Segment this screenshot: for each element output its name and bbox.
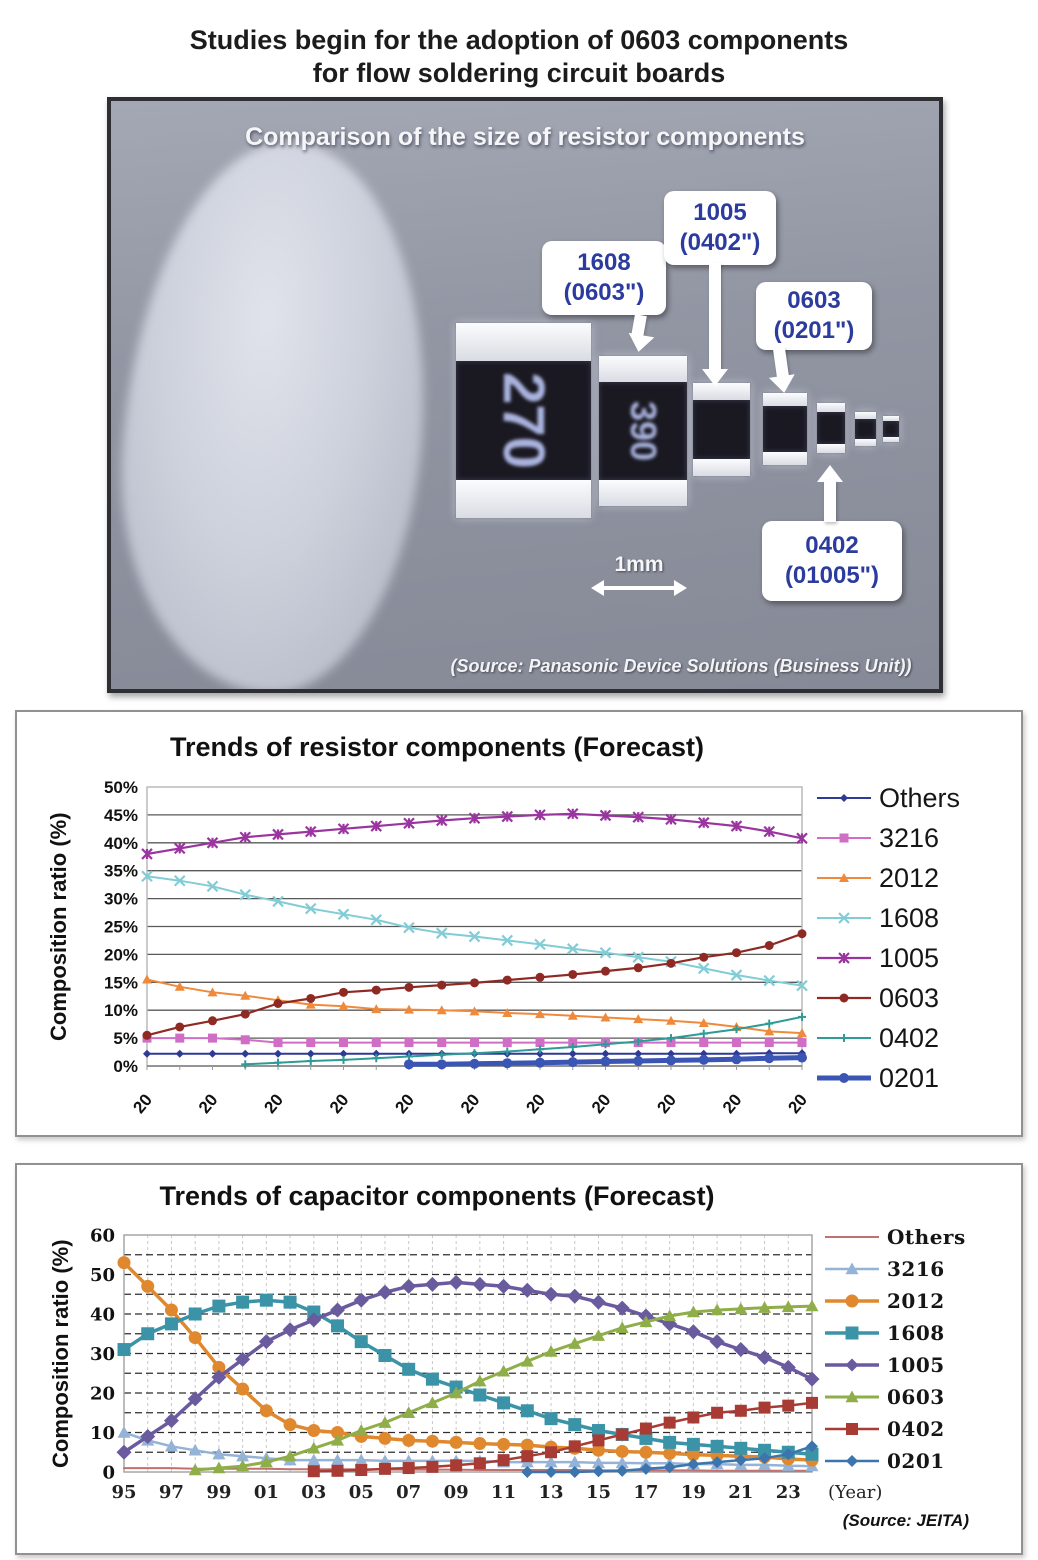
legend-swatch-icon [815, 867, 873, 889]
chip-body [817, 412, 845, 444]
legend-item-0201 [815, 1058, 960, 1098]
svg-text:20: 20 [718, 1090, 746, 1118]
legend-label: 0201 [879, 1062, 940, 1093]
photo-panel [107, 97, 943, 693]
svg-text:0%: 0% [113, 1056, 138, 1076]
chip-terminal [855, 412, 876, 419]
legend-item-1608 [823, 1317, 966, 1349]
chip-1005-image [693, 383, 750, 476]
chip-terminal [817, 403, 845, 412]
chip-terminal [763, 452, 807, 465]
chip-terminal [693, 459, 750, 476]
chip-marking: 390 [623, 400, 664, 462]
arrow-0603 [773, 347, 789, 378]
legend-item-3216 [815, 818, 960, 858]
arrow-1005 [709, 263, 721, 371]
legend-item-Others [823, 1221, 966, 1253]
legend-item-0603 [815, 978, 960, 1018]
legend-item-0402 [823, 1413, 966, 1445]
svg-text:20: 20 [89, 1383, 115, 1405]
callout-0402-inch: (01005") [784, 562, 880, 589]
legend-label: 0201 [887, 1449, 945, 1473]
callout-0603 [756, 282, 872, 350]
svg-text:20: 20 [456, 1090, 484, 1118]
legend-item-Others [815, 778, 960, 818]
legend-swatch-icon [815, 787, 873, 809]
legend-label: 1608 [887, 1321, 945, 1345]
svg-text:35%: 35% [103, 861, 138, 881]
chip-body [693, 400, 750, 459]
svg-text:45%: 45% [103, 805, 138, 825]
resistor-chart-panel [15, 710, 1023, 1137]
svg-text:40%: 40% [103, 833, 138, 853]
svg-text:95: 95 [111, 1482, 137, 1503]
chip-1608-image [599, 356, 687, 506]
legend-label: Others [887, 1225, 966, 1249]
legend-item-0201 [823, 1445, 966, 1477]
callout-1608-inch: (0603") [563, 279, 645, 306]
legend-item-3216 [823, 1253, 966, 1285]
legend-swatch-icon [815, 827, 873, 849]
legend-swatch-icon [823, 1290, 881, 1312]
legend-label: 2012 [879, 862, 940, 893]
svg-text:(Year): (Year) [828, 1482, 883, 1503]
chip-small-image [883, 416, 899, 442]
legend-label: 0402 [879, 1022, 940, 1053]
legend-swatch-icon [815, 907, 873, 929]
legend-item-0402 [815, 1018, 960, 1058]
chip-body [855, 419, 876, 439]
svg-text:97: 97 [158, 1482, 184, 1503]
legend-swatch-icon [815, 1027, 873, 1049]
scale-label: 1mm [614, 553, 664, 576]
legend-label: 1005 [887, 1353, 945, 1377]
legend-swatch-icon [823, 1226, 881, 1248]
callout-0402-size: 0402 [805, 532, 859, 559]
svg-text:20: 20 [522, 1090, 550, 1118]
legend-swatch-icon [823, 1386, 881, 1408]
callout-0603-inch: (0201") [773, 317, 855, 344]
legend-item-2012 [823, 1285, 966, 1317]
legend-swatch-icon [823, 1354, 881, 1376]
svg-text:99: 99 [206, 1482, 232, 1503]
page-title-line1: Studies begin for the adoption of 0603 components [189, 25, 849, 55]
chip-small-image [855, 412, 876, 446]
legend-item-1608 [815, 898, 960, 938]
svg-text:20: 20 [784, 1090, 812, 1118]
svg-text:15%: 15% [103, 973, 138, 993]
chip-terminal [817, 444, 845, 453]
arrowhead-down-icon [769, 374, 797, 394]
legend-swatch-icon [823, 1418, 881, 1440]
legend-label: 2012 [887, 1289, 945, 1313]
scale-line [601, 586, 677, 590]
legend-item-2012 [815, 858, 960, 898]
svg-text:40: 40 [89, 1304, 115, 1326]
chip-terminal [763, 393, 807, 406]
capacitor-y-axis-label: Composition ratio (%) [48, 1239, 73, 1468]
chip-body [883, 421, 899, 437]
legend-swatch-icon [823, 1258, 881, 1280]
rice-grain-image [107, 131, 442, 693]
capacitor-source: (Source: JEITA) [842, 1511, 969, 1530]
chip-terminal [599, 356, 687, 382]
svg-text:50: 50 [89, 1264, 115, 1286]
chip-0402-image [817, 403, 845, 453]
legend-swatch-icon [815, 1067, 873, 1089]
svg-text:0: 0 [102, 1462, 115, 1484]
callout-1005-inch: (0402") [679, 229, 761, 256]
arrowhead-down-icon [702, 369, 728, 386]
chip-body [599, 382, 687, 480]
chip-terminal [456, 323, 591, 361]
capacitor-chart-title: Trends of capacitor components (Forecast) [159, 1181, 715, 1211]
arrowhead-down-icon [626, 333, 655, 354]
svg-text:5%: 5% [113, 1029, 138, 1049]
legend-label: 1608 [879, 902, 940, 933]
svg-text:19: 19 [680, 1482, 706, 1503]
legend-item-0603 [823, 1381, 966, 1413]
svg-text:01: 01 [253, 1482, 279, 1503]
callout-0402 [762, 521, 902, 601]
chip-0603-image [763, 393, 807, 465]
svg-text:17: 17 [633, 1482, 659, 1503]
callout-1608-size: 1608 [577, 249, 631, 276]
chip-body [763, 406, 807, 452]
legend-item-1005 [815, 938, 960, 978]
svg-text:03: 03 [301, 1482, 327, 1503]
svg-text:05: 05 [348, 1482, 374, 1503]
svg-text:20: 20 [129, 1090, 157, 1118]
svg-text:21: 21 [728, 1482, 754, 1503]
chip-3216-image [456, 323, 591, 518]
chip-marking: 270 [491, 372, 556, 469]
svg-text:20: 20 [325, 1090, 353, 1118]
legend-swatch-icon [815, 947, 873, 969]
callout-1005-size: 1005 [693, 199, 747, 226]
legend-label: Others [879, 782, 961, 813]
legend-item-1005 [823, 1349, 966, 1381]
capacitor-legend [823, 1221, 966, 1477]
svg-text:10%: 10% [103, 1001, 138, 1021]
svg-text:60: 60 [89, 1225, 115, 1247]
svg-text:30: 30 [89, 1343, 115, 1365]
svg-text:13: 13 [538, 1482, 564, 1503]
page-title [0, 24, 1038, 90]
svg-text:30%: 30% [103, 889, 138, 909]
callout-1608 [542, 241, 666, 315]
resistor-chart-title: Trends of resistor components (Forecast) [169, 732, 705, 762]
photo-caption: Comparison of the size of resistor components [245, 123, 805, 151]
resistor-legend [815, 778, 960, 1098]
legend-label: 0603 [879, 982, 940, 1013]
svg-text:15: 15 [585, 1482, 612, 1503]
scale-bar [591, 553, 687, 601]
chip-terminal [599, 480, 687, 506]
legend-label: 0603 [887, 1385, 945, 1409]
chip-terminal [456, 480, 591, 518]
svg-text:07: 07 [396, 1482, 422, 1503]
scale-arrow-right-icon [674, 580, 687, 596]
legend-swatch-icon [823, 1450, 881, 1472]
svg-text:23: 23 [775, 1482, 801, 1503]
resistor-y-axis-label: Composition ratio (%) [46, 812, 71, 1041]
svg-text:50%: 50% [103, 777, 138, 797]
svg-text:20%: 20% [103, 945, 138, 965]
photo-source: (Source: Panasonic Device Solutions (Business Unit)) [450, 656, 912, 676]
svg-text:25%: 25% [103, 917, 138, 937]
svg-text:10: 10 [89, 1422, 115, 1444]
arrow-0402 [824, 480, 836, 522]
svg-text:20: 20 [587, 1090, 615, 1118]
legend-label: 0402 [887, 1417, 945, 1441]
legend-label: 3216 [887, 1257, 945, 1281]
callout-0603-size: 0603 [787, 287, 841, 314]
legend-label: 3216 [879, 822, 940, 853]
svg-text:09: 09 [443, 1482, 469, 1503]
callout-1005 [664, 191, 776, 265]
svg-text:20: 20 [260, 1090, 288, 1118]
page-title-line2: for flow soldering circuit boards [312, 57, 726, 88]
svg-text:11: 11 [491, 1482, 517, 1503]
legend-swatch-icon [815, 987, 873, 1009]
legend-swatch-icon [823, 1322, 881, 1344]
capacitor-chart-panel [15, 1163, 1023, 1555]
svg-text:20: 20 [391, 1090, 419, 1118]
chip-body [456, 361, 591, 480]
svg-text:20: 20 [194, 1090, 222, 1118]
chip-terminal [855, 439, 876, 446]
chip-terminal [883, 437, 899, 442]
svg-text:20: 20 [653, 1090, 681, 1118]
legend-label: 1005 [879, 942, 940, 973]
